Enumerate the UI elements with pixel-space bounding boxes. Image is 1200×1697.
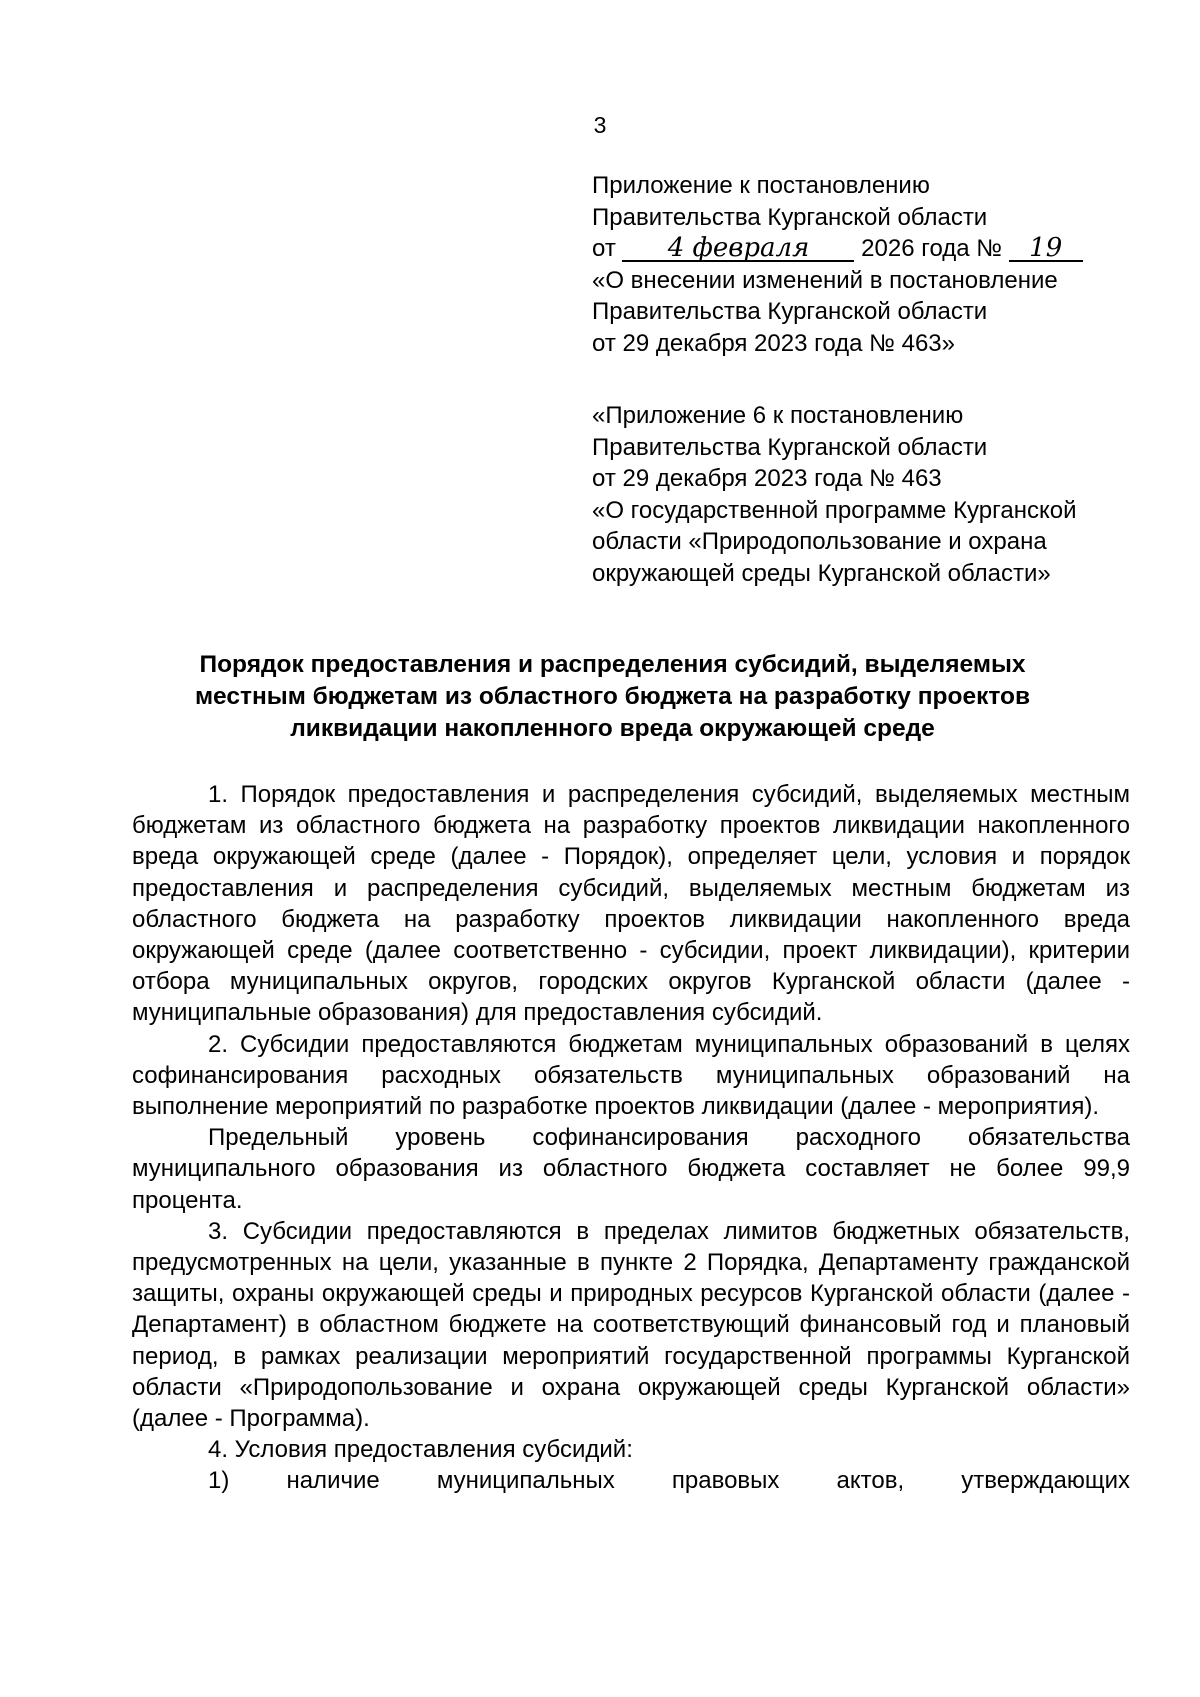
- title-line-1: Порядок предоставления и распределения субсидий, выделяемых: [199, 651, 1026, 678]
- appendix-line-2: Правительства Курганской области: [592, 203, 988, 231]
- appendix-date-line: [592, 233, 1152, 265]
- appendix-line-1: Приложение к постановлению: [592, 172, 930, 199]
- handwritten-number: 19: [1009, 236, 1083, 260]
- appendix-6-header: [592, 400, 1152, 589]
- document-body: [132, 779, 1130, 1497]
- paragraph-2-cofinancing: Предельный уровень софинансирования расходного обязательства муниципального образования из областного бюджета составляет не более 99,9 процента.: [132, 1124, 1130, 1214]
- year-text: 2026 года №: [861, 235, 1003, 262]
- appendix6-line-5: области «Природопользование и охрана: [592, 528, 1047, 555]
- paragraph-3: 3. Субсидии предоставляются в пределах лимитов бюджетных обязательств, предусмотренных на цели, указанные в пункте 2 Порядка, Департаменту гражданской защиты, охраны окружающей среды и природных ресурсов Курганской области (далее - Департамент) в областном бюджете на соответствующий финансовый год и плановый период, в рамках реализации мероприятий государственной программы Курганской области «Природопользование и охрана окружающей среды Курганской области» (далее - Программа).: [132, 1217, 1130, 1433]
- appendix6-line-2: Правительства Курганской области: [592, 433, 988, 461]
- document-title: [150, 649, 1075, 745]
- title-line-3: ликвидации накопленного вреда окружающей среде: [290, 715, 935, 742]
- appendix-line-4: «О внесении изменений в постановление: [592, 266, 1058, 294]
- paragraph-4-item-1: 1) наличие муниципальных правовых актов, утверждающих: [208, 1467, 1130, 1495]
- paragraph-1: 1. Порядок предоставления и распределения субсидий, выделяемых местным бюджетам из областного бюджета на разработку проектов ликвидации накопленного вреда окружающей среде (далее - Порядок), определяет цели, условия и порядок предоставления и распределения субсидий, выделяемых местным бюджетам из областного бюджета на разработку проектов ликвидации накопленного вреда окружающей среде (далее соответственно - субсидии, проект ликвидации), критерии отбора муниципальных округов, городских округов Курганской области (далее - муниципальные образования) для предоставления субсидий.: [132, 781, 1130, 1027]
- title-line-2: местным бюджетам из областного бюджета на разработку проектов: [194, 683, 1031, 710]
- handwritten-date: 4 февраля: [622, 236, 854, 260]
- appendix6-line-6: окружающей среды Курганской области»: [592, 559, 1051, 587]
- paragraph-4: 4. Условия предоставления субсидий:: [208, 1436, 633, 1464]
- appendix6-line-1: «Приложение 6 к постановлению: [592, 402, 964, 429]
- appendix-header: [592, 170, 1152, 359]
- appendix-line-5: Правительства Курганской области: [592, 298, 988, 325]
- appendix6-line-4: «О государственной программе Курганской: [592, 496, 1077, 524]
- date-prefix: от: [592, 235, 616, 262]
- appendix6-line-3: от 29 декабря 2023 года № 463: [592, 465, 942, 492]
- page-number: 3: [593, 112, 607, 138]
- appendix-line-6: от 29 декабря 2023 года № 463»: [592, 329, 955, 357]
- paragraph-2: 2. Субсидии предоставляются бюджетам муниципальных образований в целях софинансирования расходных обязательств муниципальных образований на выполнение мероприятий по разработке проектов ликвидации (далее - мероприятия).: [132, 1030, 1130, 1121]
